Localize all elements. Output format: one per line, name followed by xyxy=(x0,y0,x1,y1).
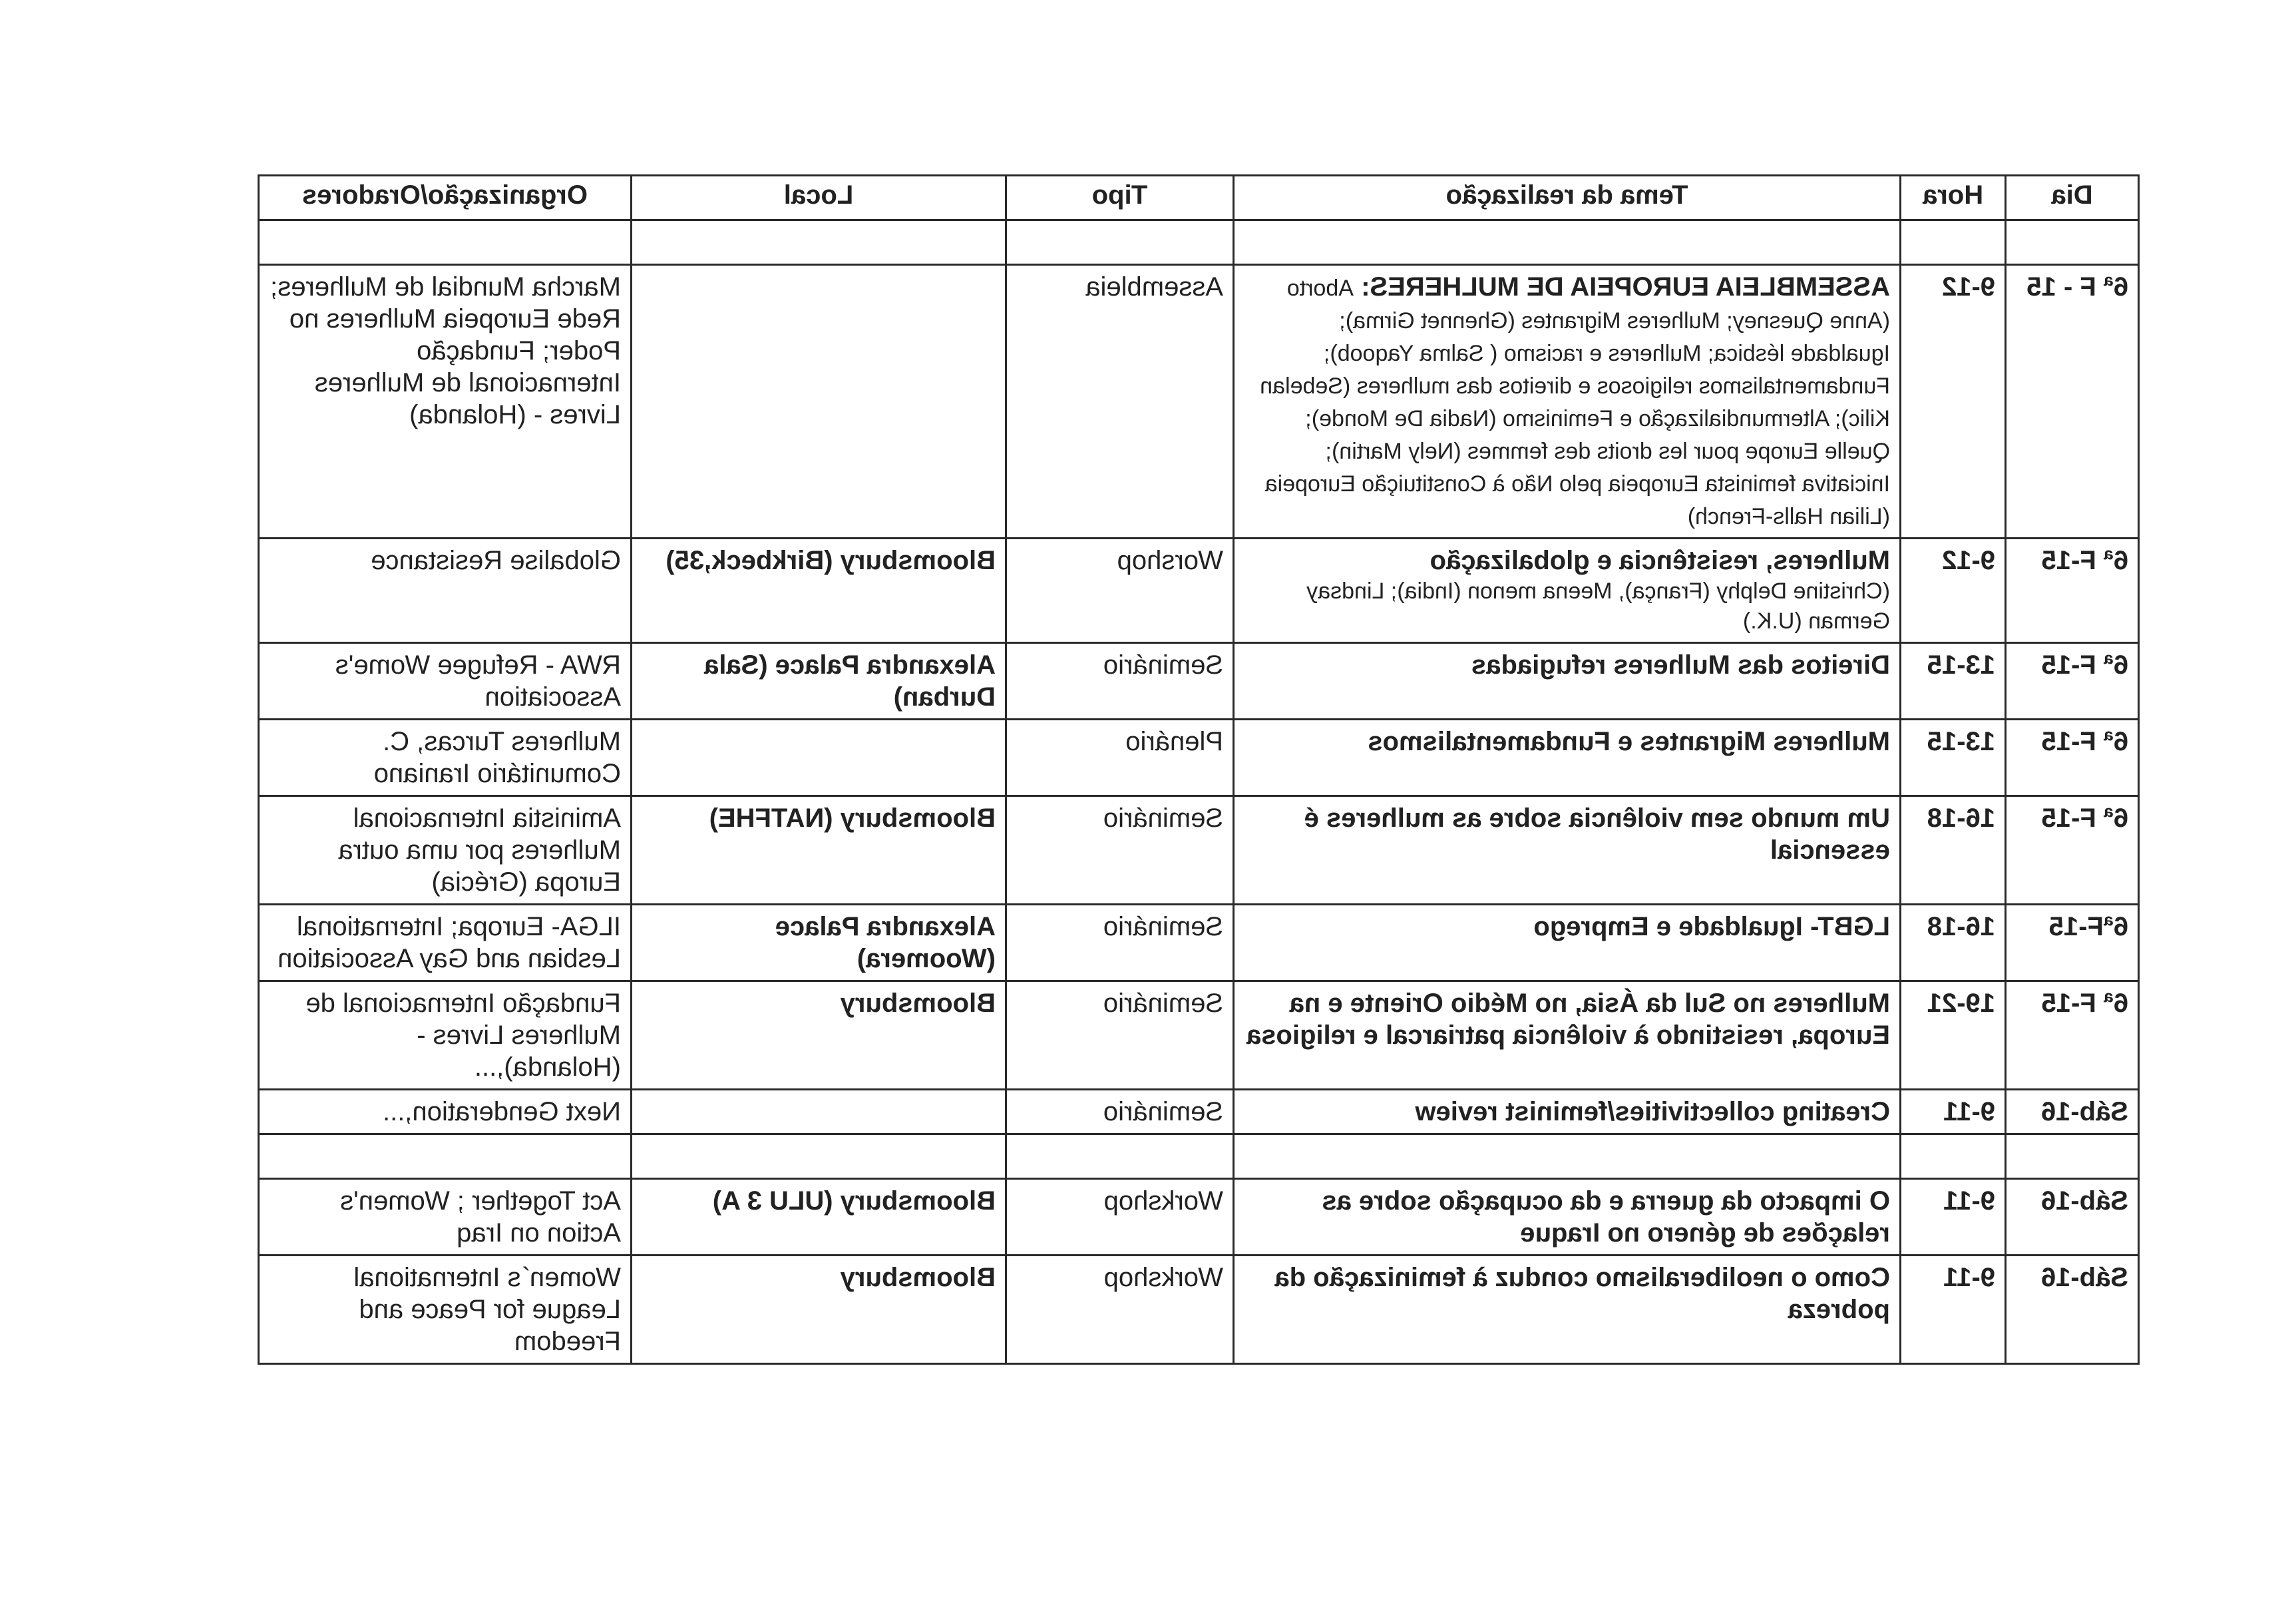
cell-local: Bloomsbury xyxy=(632,981,1006,1090)
blank-cell xyxy=(632,220,1006,265)
header-tipo: Tipo xyxy=(1006,176,1234,220)
cell-org: Fundação Internacional de Mulheres Livres - (Holanda),... xyxy=(259,981,632,1090)
cell-hora: 16-18 xyxy=(1901,796,2006,905)
blank-cell xyxy=(1006,220,1234,265)
header-dia: Dia xyxy=(2006,176,2139,220)
table-row xyxy=(259,981,2139,1090)
cell-dia: Sáb-16 xyxy=(2006,1179,2139,1256)
cell-hora: 13-15 xyxy=(1901,643,2006,720)
cell-hora: 9-12 xyxy=(1901,265,2006,539)
header-org: Organização/Oradores xyxy=(259,176,632,220)
table-row xyxy=(259,1179,2139,1256)
cell-dia: 6ªF-15 xyxy=(2006,905,2139,981)
cell-org: Aministia Internacional Mulheres por uma outra Europa (Grécia) xyxy=(259,796,632,905)
blank-cell xyxy=(2006,1134,2139,1179)
cell-tipo: Seminário xyxy=(1006,981,1234,1090)
cell-tipo: Seminário xyxy=(1006,643,1234,720)
cell-hora: 9-11 xyxy=(1901,1179,2006,1256)
cell-local: Alexandra Palace (Sala Durban) xyxy=(632,643,1006,720)
header-local: Local xyxy=(632,176,1006,220)
cell-tipo: Workshop xyxy=(1006,1256,1234,1364)
cell-dia: Sáb-16 xyxy=(2006,1090,2139,1134)
cell-dia: 6ª F-15 xyxy=(2006,643,2139,720)
cell-dia: 6ª F-15 xyxy=(2006,981,2139,1090)
cell-org: Women´s International League for Peace and Freedom xyxy=(259,1256,632,1364)
cell-dia: 6ª F - 15 xyxy=(2006,265,2139,539)
schedule-table xyxy=(258,174,2140,1365)
cell-tema xyxy=(1234,539,1901,643)
cell-tipo: Assembleia xyxy=(1006,265,1234,539)
table-row xyxy=(259,720,2139,796)
cell-dia: 6ª F-15 xyxy=(2006,539,2139,643)
cell-org: Globalise Resistance xyxy=(259,539,632,643)
table-row xyxy=(259,265,2139,539)
cell-tipo: Seminário xyxy=(1006,796,1234,905)
cell-org: Mulheres Turcas, C. Comunitário Iraniano xyxy=(259,720,632,796)
cell-local: Bloomsbury (Birkbeck,35) xyxy=(632,539,1006,643)
cell-org: Marcha Mundial de Mulheres; Rede Europeia Mulheres no Poder; Fundação Internacional de Mulheres Livres - (Holanda) xyxy=(259,265,632,539)
tema-detail: Aborto (Anne Quesney; Mulheres Migrantes (Ghennet Girma); Igualdade lésbica; Mulheres e racismo ( Salma Yaqoob); Fundamentalismos religiosos e direitos das mulheres (Sebelan Kilic); Altermundialização e Feminismo (Nadia De Monde); Quelle Europe pour les droits des femmes (Nely Martin); Iniciativa feminista Europeia pelo Não à Constituição Europeia (Lilian Halls-French) xyxy=(1260,276,1890,529)
cell-tema: Mulheres no Sul da Ásia, no Médio Oriente e na Europa, resistindo à violência patriarcal e religiosa xyxy=(1234,981,1901,1090)
cell-hora: 9-11 xyxy=(1901,1256,2006,1364)
cell-tema: Como o neoliberalismo conduz à feminização da pobreza xyxy=(1234,1256,1901,1364)
cell-org: Next Genderation,... xyxy=(259,1090,632,1134)
tema-detail: (Christine Delphy (França), Meena menon (India); Lindsay German (U.K.) xyxy=(1306,578,1890,634)
cell-tipo: Worshop xyxy=(1006,539,1234,643)
cell-local xyxy=(632,265,1006,539)
cell-tema: O impacto da guerra e da ocupação sobre as relações de género no Iraque xyxy=(1234,1179,1901,1256)
table-row xyxy=(259,1090,2139,1134)
blank-cell xyxy=(1234,220,1901,265)
cell-dia: Sáb-16 xyxy=(2006,1256,2139,1364)
table-row xyxy=(259,905,2139,981)
blank-row xyxy=(259,220,2139,265)
table-row xyxy=(259,796,2139,905)
blank-cell xyxy=(1901,1134,2006,1179)
table-row xyxy=(259,539,2139,643)
cell-org: Act Together ; Women's Action on Iraq xyxy=(259,1179,632,1256)
blank-cell xyxy=(632,1134,1006,1179)
cell-org: RWA - Refugee Wome's Association xyxy=(259,643,632,720)
cell-dia: 6ª F-15 xyxy=(2006,720,2139,796)
cell-local xyxy=(632,1090,1006,1134)
cell-local: Bloomsbury (NATFHE) xyxy=(632,796,1006,905)
cell-tema: Mulheres Migrantes e Fundamentalismos xyxy=(1234,720,1901,796)
tema-title: Mulheres, resistência e globalização xyxy=(1430,546,1890,575)
cell-hora: 9-11 xyxy=(1901,1090,2006,1134)
cell-tema: LGBT- Igualdade e Emprego xyxy=(1234,905,1901,981)
blank-cell xyxy=(259,220,632,265)
cell-tipo: Seminário xyxy=(1006,905,1234,981)
header-tema: Tema da realização xyxy=(1234,176,1901,220)
cell-local xyxy=(632,720,1006,796)
header-row xyxy=(259,176,2139,220)
cell-tema: Creating collectivities/feminist review xyxy=(1234,1090,1901,1134)
cell-tipo: Workshop xyxy=(1006,1179,1234,1256)
cell-local: Alexandra Palace (Woomera) xyxy=(632,905,1006,981)
cell-tema: Um mundo sem violência sobre as mulheres é essencial xyxy=(1234,796,1901,905)
header-hora: Hora xyxy=(1901,176,2006,220)
cell-tema xyxy=(1234,265,1901,539)
cell-tema: Direitos das Mulheres refugiadas xyxy=(1234,643,1901,720)
cell-dia: 6ª F-15 xyxy=(2006,796,2139,905)
blank-row xyxy=(259,1134,2139,1179)
cell-hora: 13-15 xyxy=(1901,720,2006,796)
table-row xyxy=(259,1256,2139,1364)
blank-cell xyxy=(1901,220,2006,265)
cell-org: ILGA- Europa; International Lesbian and Gay Association xyxy=(259,905,632,981)
table-row xyxy=(259,643,2139,720)
cell-local: Bloomsbury xyxy=(632,1256,1006,1364)
blank-cell xyxy=(2006,220,2139,265)
blank-cell xyxy=(259,1134,632,1179)
cell-tipo: Plenário xyxy=(1006,720,1234,796)
blank-cell xyxy=(1234,1134,1901,1179)
cell-hora: 9-12 xyxy=(1901,539,2006,643)
cell-hora: 16-18 xyxy=(1901,905,2006,981)
tema-title: ASSEMBLEIA EUROPEIA DE MULHERES: xyxy=(1361,272,1890,302)
blank-cell xyxy=(1006,1134,1234,1179)
cell-tipo: Seminário xyxy=(1006,1090,1234,1134)
cell-hora: 19-21 xyxy=(1901,981,2006,1090)
cell-local: Bloomsbury (ULU 3 A) xyxy=(632,1179,1006,1256)
